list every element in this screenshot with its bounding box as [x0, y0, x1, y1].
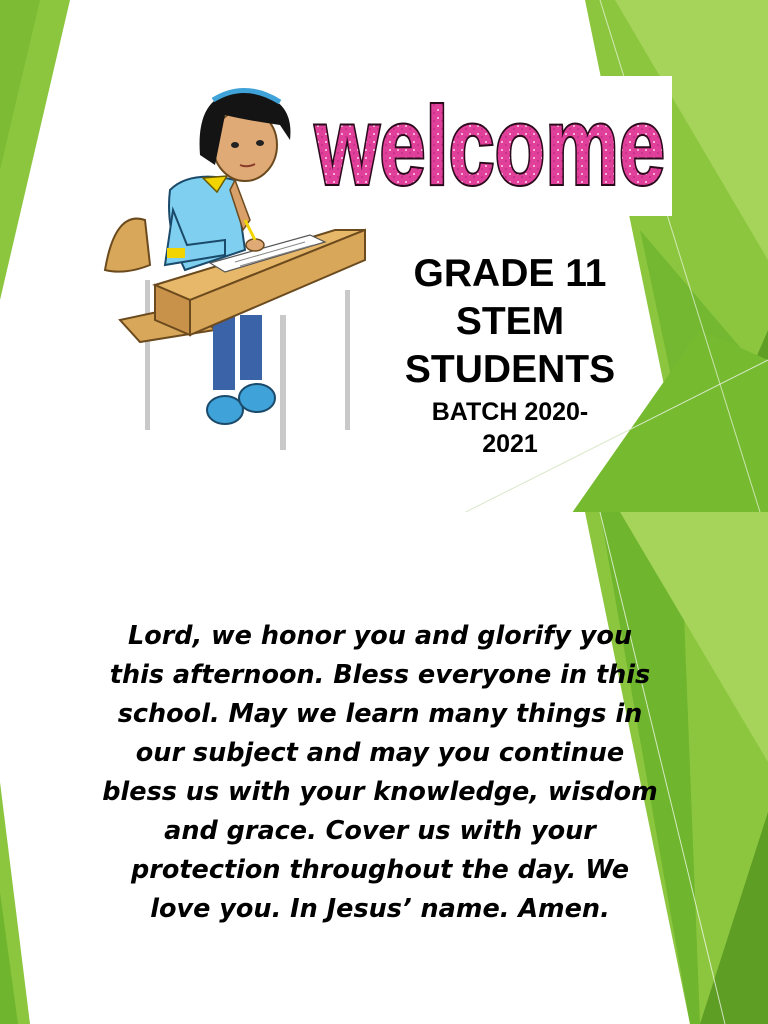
- batch-line-1: BATCH 2020-: [431, 398, 589, 426]
- welcome-word-art: [308, 76, 672, 216]
- welcome-logo-icon: [308, 76, 672, 216]
- svg-text:welcome: welcome: [314, 85, 665, 208]
- batch-line-2: 2021: [482, 430, 538, 458]
- title-line-students: STUDENTS: [404, 348, 616, 391]
- prayer-slide: [0, 512, 768, 1024]
- prayer-text: Lord, we honor you and glorify you this afternoon. Bless everyone in this school. May we learn many things in our subject and may you continue bless us with your knowledge, wisdom and grace. Cover us with your protection throughout the day. We love you. In Jesus’ name. Amen.: [102, 621, 658, 924]
- title-line-strand: STEM: [455, 300, 565, 343]
- title-line-grade: GRADE 11: [413, 252, 607, 295]
- slide-title: [360, 250, 660, 460]
